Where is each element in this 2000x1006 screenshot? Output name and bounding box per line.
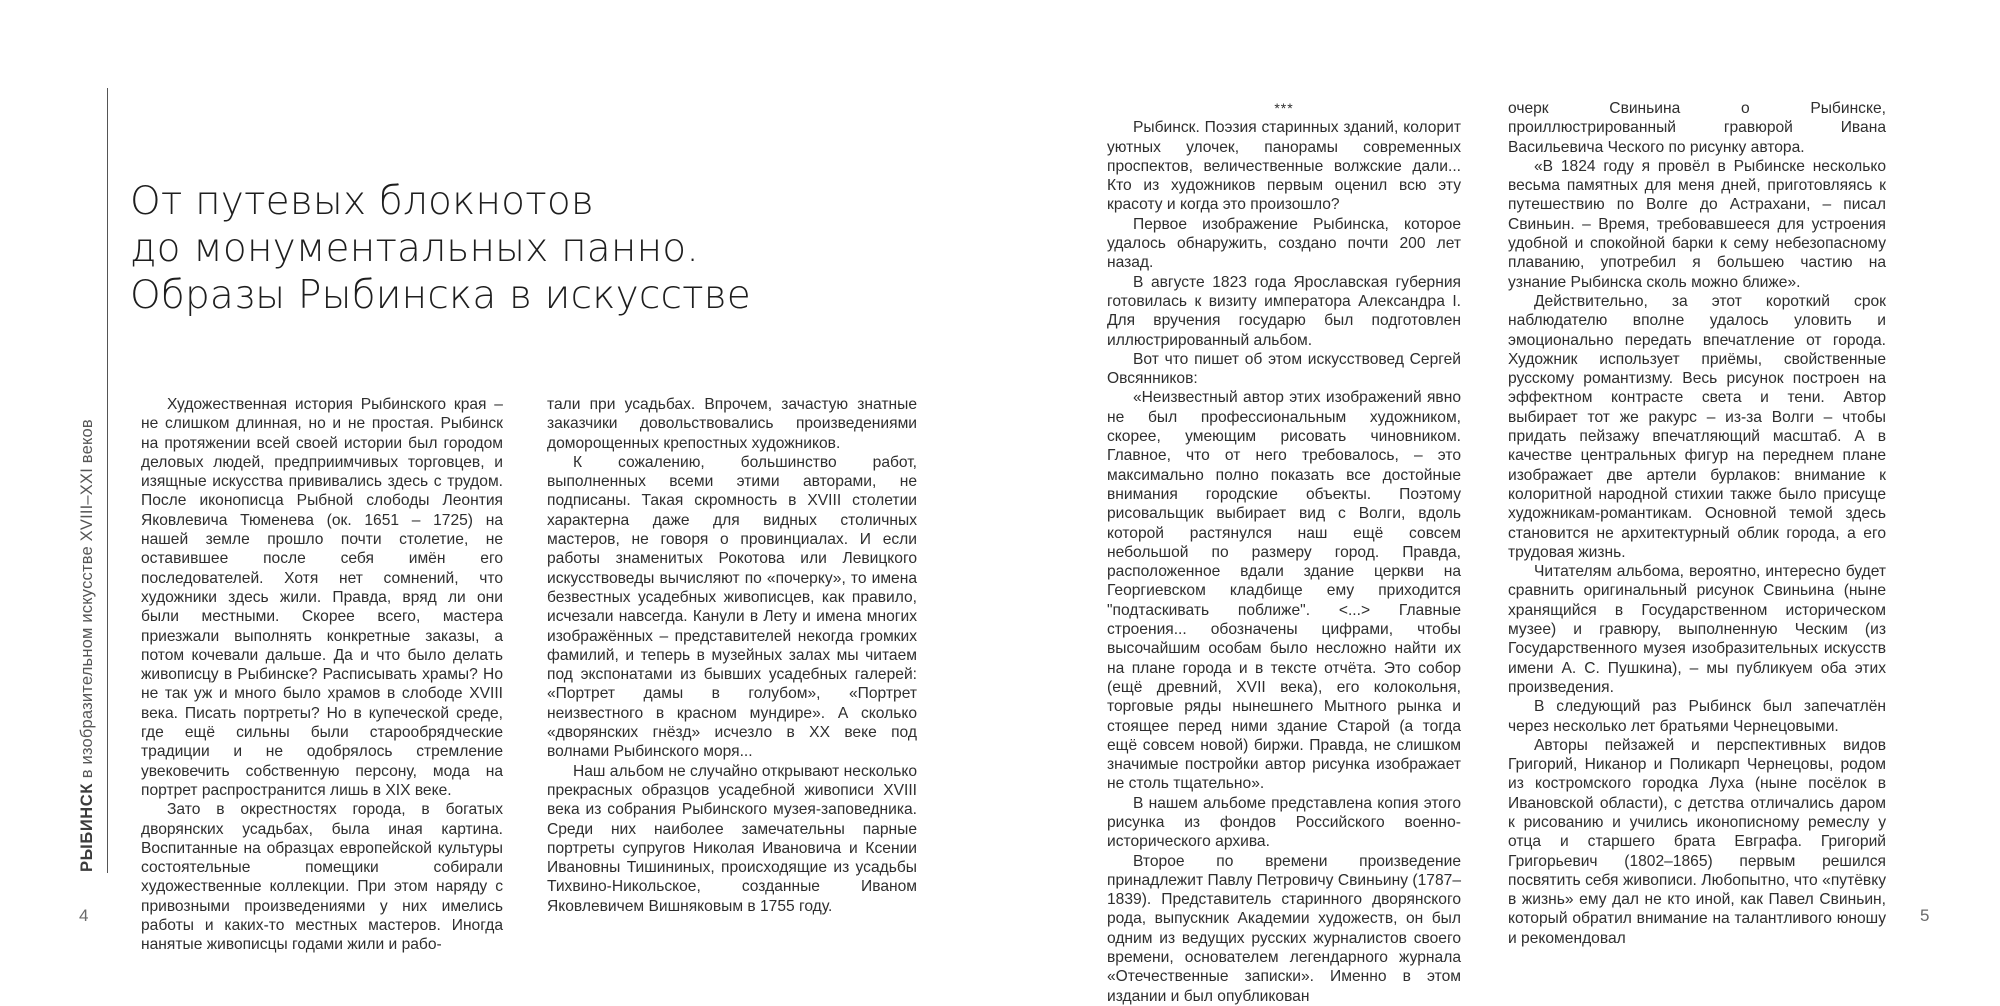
title-line: От путевых блокнотов [130,179,594,224]
paragraph: В нашем альбоме представлена копия этого рисунка из фондов Российского военно-исторического архива. [1107,794,1461,851]
text-column-4 [1508,99,1886,948]
paragraph: В следующий раз Рыбинск был запечатлён через несколько лет братьями Чернецовыми. [1508,698,1886,735]
paragraph: Второе по времени произведение принадлежит Павлу Петровичу Свиньину (1787–1839). Представитель старинного дворянского рода, выпускник Академии художеств, он был одним из ведущих русских журналистов своего времени, основателем легендарного журнала «Отечественные записки». Именно в этом издании и был опубликован [1107,852,1461,1005]
paragraph: Рыбинск. Поэзия старинных зданий, колорит уютных улочек, панорамы современных проспектов, величественные волжские дали... Кто из художников первым оценил всю эту красоту и когда это произошло? [1107,119,1461,214]
page-number-left: 4 [79,906,89,925]
paragraph: В августе 1823 года Ярославская губерния готовилась к визиту императора Александра I. Для вручения государю был подготовлен иллюстрированный альбом. [1107,273,1461,349]
page-number-right: 5 [1920,906,1930,925]
paragraph: Авторы пейзажей и перспективных видов Григорий, Никанор и Поликарп Чернецовы, родом из костромского городка Луха (ныне посёлок в Ивановской области), с детства отличались даром к рисованию и учились иконописному ремеслу у отца и старшего брата Евграфа. Григорий Григорьевич (1802–1865) первым решился посвятить себя живописи. Любопытно, что «путёвку в жизнь» ему дал не кто иной, как Павел Свиньин, который обратил внимание на талантливого юношу и рекомендовал [1508,736,1886,947]
paragraph: тали при усадьбах. Впрочем, зачастую знатные заказчики довольствовались произведениями доморощенных крепостных художников. [547,396,917,452]
paragraph: Художественная история Рыбинского края – не слишком длинная, но и не простая. Рыбинск на протяжении всей своей истории был городом деловых людей, предприимчивых торговцев, и изящные искусства прививались здесь с трудом. После иконописца Рыбной слободы Леонтия Яковлевича Тюменева (ок. 1651 – 1725) на нашей земле прошло почти столетие, не оставившее после себя имён его последователей. Хотя нет сомнений, что художники здесь жили. Правда, вряд ли они были местными. Скорее всего, мастера приезжали выполнять конкретные заказы, а потом кочевали дальше. Да и что было делать живописцу в Рыбинске? Расписывать храмы? Но не так уж и много было храмов в слободе XVIII века. Писать портреты? Но в купеческой среде, где ещё сильны были старообрядческие традиции и не одобрялось стремление увековечить собственную персону, мода на портрет распространится лишь в XIX веке. [141,396,503,799]
paragraph: Зато в окрестностях города, в богатых дворянских усадьбах, была иная картина. Воспитанные на образцах европейской культуры состоятельные помещики собирали художественные коллекции. При этом наряду с привозными произведениями у них имелись работы и каких-то местных мастеров. Иногда нанятые живописцы годами жили и рабо- [141,801,503,954]
text-column-2 [547,395,917,916]
paragraph: Первое изображение Рыбинска, которое удалось обнаружить, создано почти 200 лет назад. [1107,215,1461,272]
paragraph: Наш альбом не случайно открывают несколько прекрасных образцов усадебной живописи XVIII века из собрания Рыбинского музея-заповедника. Среди них наиболее замечательны парные портреты супругов Николая Ивановича и Ксении Ивановны Тишининых, происходящие из усадьбы Тихвино-Никольское, созданные Иваном Яковлевичем Вишняковым в 1755 году. [547,762,917,915]
paragraph: Действительно, за этот короткий срок наблюдателю вполне удалось уловить и эмоционально передать впечатление от города. Художник использует приёмы, свойственные русскому романтизму. Весь рисунок построен на эффектном контрасте света и тени. Автор выбирает тот же ракурс – из-за Волги – чтобы придать пейзажу впечатляющий масштаб. А в качестве центральных фигур на переднем плане изображает две артели бурлаков: внимание к колоритной народной стихии также было присуще художникам-романтикам. Основной темой здесь становится не архитектурный облик города, а его трудовая жизнь. [1508,292,1886,561]
title-line: до монументальных панно. [130,226,699,271]
paragraph: Читателям альбома, вероятно, интересно будет сравнить оригинальный рисунок Свиньина (ныне хранящийся в Государственном историческом музее) и гравюру, выполненную Ческим (из Государственного музея изобразительных искусств имени А. С. Пушкина), – мы публикуем оба этих произведения. [1508,563,1886,696]
paragraph: «В 1824 году я провёл в Рыбинске несколько весьма памятных для меня дней, приготовляясь к путешествию по Волге до Астрахани, – писал Свиньин. – Время, требовавшееся для устроения удобной и спокойной барки к сему небезопасному плаванию, употребил я большею частию на узнание Рыбинска сколь можно ближе». [1508,157,1886,291]
side-caption [78,419,97,872]
chapter-title [130,178,751,319]
paragraph: «Неизвестный автор этих изображений явно не был профессиональным художником, скорее, умеющим рисовать чиновником. Главное, что от него требовалось, – это максимально полно показать все достойные внимания городские объекты. Поэтому рисовальщик выбирает вид с Волги, вдоль которой растянулся наш ещё совсем небольшой по размеру город. Правда, расположенное вдали здание церкви на Георгиевском кладбище ему приходится "подтаскивать поближе". <...> Главные строения... обозначены цифрами, чтобы высочайшим особам было несложно найти их на плане города и в тексте отчёта. Это собор (ещё древний, XVII века), его колокольня, торговые ряды нынешнего Мытного рынка и стоящее перед ними здание Старой (а тогда ещё совсем новой) биржи. Правда, не слишком значимые постройки автор рисунка изображает не столь тщательно». [1107,389,1461,793]
side-caption-rest: в изобразительном искусстве XVIII–XXI веков [78,419,96,784]
paragraph: К сожалению, большинство работ, выполненных всеми этими авторами, не подписаны. Такая скромность в XVIII столетии характерна даже для видных столичных мастеров, не говоря о провинциалах. И если работы знаменитых Рокотова или Левицкого искусствоведы вычисляют по «почерку», то имена безвестных усадебных живописцев, как правило, исчезали навсегда. Канули в Лету и имена многих изображённых – представителей некогда громких фамилий, и теперь в музейных залах мы читаем под экспонатами из бывших усадебных галерей: «Портрет дамы в голубом», «Портрет неизвестного в красном мундире». А сколько «дворянских гнёзд» исчезло в XX веке под волнами Рыбинского моря... [547,453,917,761]
title-line: Образы Рыбинска в искусстве [130,273,751,318]
vertical-divider-line [107,88,108,873]
side-caption-bold: РЫБИНСК [78,783,96,872]
paragraph: очерк Свиньина о Рыбинске, проиллюстрированный гравюрой Ивана Васильевича Ческого по рисунку автора. [1508,100,1886,156]
text-column-1 [141,395,503,955]
text-column-3 [1107,99,1461,1006]
section-separator: *** [1274,100,1294,116]
paragraph: Вот что пишет об этом искусствовед Сергей Овсянников: [1107,350,1461,388]
